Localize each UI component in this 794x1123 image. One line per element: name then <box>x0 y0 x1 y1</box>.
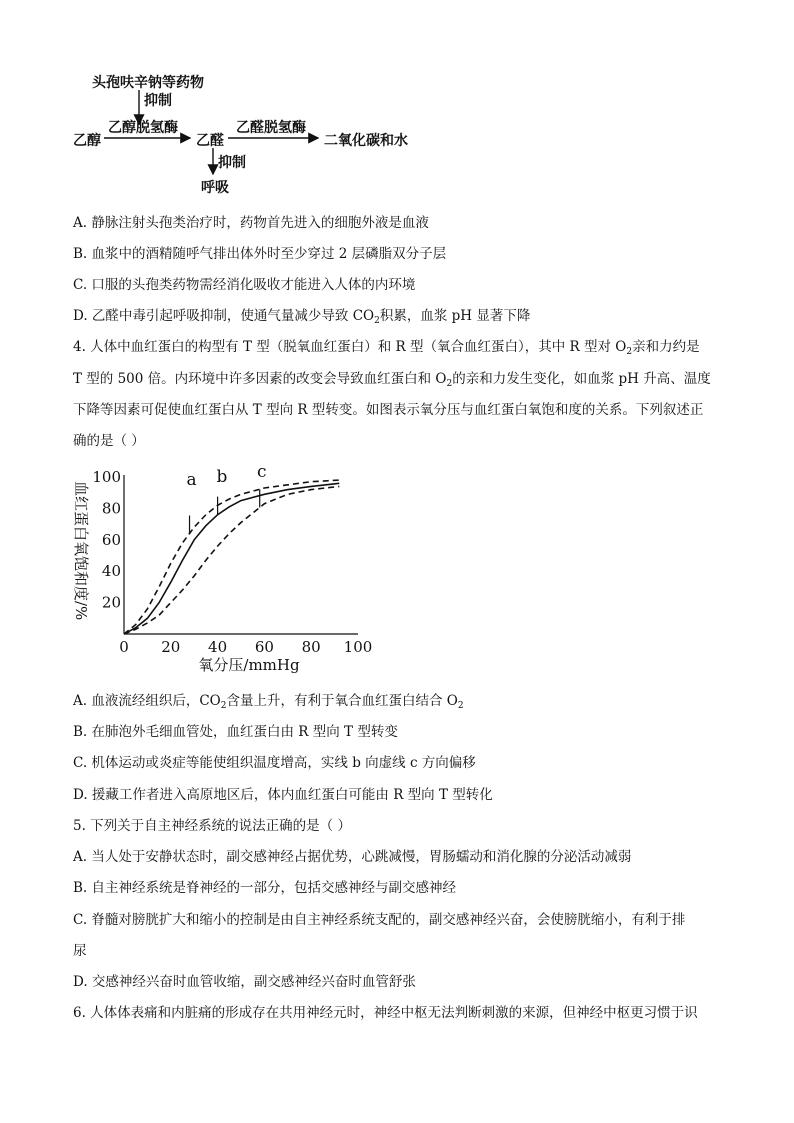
series-c-label: c <box>256 462 267 482</box>
y-tick-label: 100 <box>92 468 121 486</box>
q6-stem: 6. 人体体表痛和内脏痛的形成存在共用神经元时，神经中枢无法判断刺激的来源，但神经中枢更习惯于识 <box>73 1005 698 1021</box>
series-a-label: a <box>186 470 197 490</box>
inhibit-label-top: 抑制 <box>144 93 172 109</box>
enzyme1-label: 乙醇脱氢酶 <box>108 120 178 136</box>
series-a-line <box>124 480 339 634</box>
y-axis-label: 血红蛋白氧饱和度/% <box>72 481 90 621</box>
y-tick-label: 20 <box>101 593 121 612</box>
q4-option-c: C. 机体运动或炎症等能使组织温度增高，实线 b 向虚线 c 方向偏移 <box>73 755 476 771</box>
series-b-label: b <box>216 467 228 487</box>
series-c-line <box>124 486 339 634</box>
y-tick-label: 80 <box>101 499 121 518</box>
q4-stem-line1: 4. 人体中血红蛋白的构型有 T 型（脱氧血红蛋白）和 R 型（氧合血红蛋白），其中 R 型对 $O_2$亲和力约是 <box>73 339 700 357</box>
acetaldehyde-label: 乙醛 <box>196 133 224 149</box>
q3-option-b: B. 血浆中的酒精随呼气排出体外时至少穿过 2 层磷脂双分子层 <box>73 246 447 262</box>
q5-stem: 5. 下列关于自主神经系统的说法正确的是（ ） <box>73 818 351 834</box>
q5-option-d: D. 交感神经兴奋时血管收缩，副交感神经兴奋时血管舒张 <box>73 974 416 990</box>
x-tick-label: 80 <box>301 638 321 656</box>
pathway-arrows <box>0 0 794 200</box>
x-tick-label: 100 <box>343 638 373 656</box>
x-tick-label: 40 <box>208 638 228 656</box>
q5-option-b: B. 自主神经系统是脊神经的一部分，包括交感神经与副交感神经 <box>73 880 457 896</box>
q3-option-d: D. 乙醛中毒引起呼吸抑制，使通气量减少导致 $CO_2$积累，血浆 pH 显著下降 <box>73 308 531 326</box>
x-tick-label: 0 <box>119 638 129 656</box>
q3-option-c: C. 口服的头孢类药物需经消化吸收才能进入人体的内环境 <box>73 277 416 293</box>
q4-option-a: A. 血液流经组织后，$CO_2$含量上升，有利于氧合血红蛋白结合 $O_2$ <box>73 693 464 711</box>
x-tick-label: 20 <box>161 638 181 656</box>
q4-stem-line4: 确的是（ ） <box>73 433 145 449</box>
products-label: 二氧化碳和水 <box>324 133 408 149</box>
q5-option-c-line1: C. 脊髓对膀胱扩大和缩小的控制是由自主神经系统支配的，副交感神经兴奋，会使膀胱缩小，有利于排 <box>73 912 686 928</box>
q3-option-a: A. 静脉注射头孢类治疗时，药物首先进入的细胞外液是血液 <box>73 215 429 231</box>
y-tick-label: 60 <box>101 530 121 549</box>
q4-stem-line3: 下降等因素可促使血红蛋白从 T 型向 R 型转变。如图表示氧分压与血红蛋白氧饱和度的关系。下列叙述正 <box>73 402 704 418</box>
respiration-label: 呼吸 <box>201 180 229 196</box>
x-tick-label: 60 <box>254 638 274 656</box>
q4-option-d: D. 援藏工作者进入高原地区后，体内血红蛋白可能由 R 型向 T 型转化 <box>73 787 493 803</box>
series-b-line <box>124 483 339 634</box>
y-tick-label: 40 <box>101 562 121 581</box>
oxygen-saturation-chart <box>0 455 794 680</box>
enzyme2-label: 乙醛脱氢酶 <box>236 120 306 136</box>
ethanol-label: 乙醇 <box>73 133 101 149</box>
q5-option-c-line2: 尿 <box>73 943 87 959</box>
q5-option-a: A. 当人处于安静状态时，副交感神经占据优势，心跳减慢，胃肠蠕动和消化腺的分泌活动减弱 <box>73 849 632 865</box>
inhibit-label-bottom: 抑制 <box>218 155 246 171</box>
x-axis-label: 氧分压/mmHg <box>198 656 300 674</box>
drug-label: 头孢呋辛钠等药物 <box>92 75 204 91</box>
q4-option-b: B. 在肺泡外毛细血管处，血红蛋白由 R 型向 T 型转变 <box>73 724 398 740</box>
q4-stem-line2: T 型的 500 倍。内环境中许多因素的改变会导致血红蛋白和 $O_2$的亲和力发生变化，如血浆 pH 升高、温度 <box>73 371 711 389</box>
